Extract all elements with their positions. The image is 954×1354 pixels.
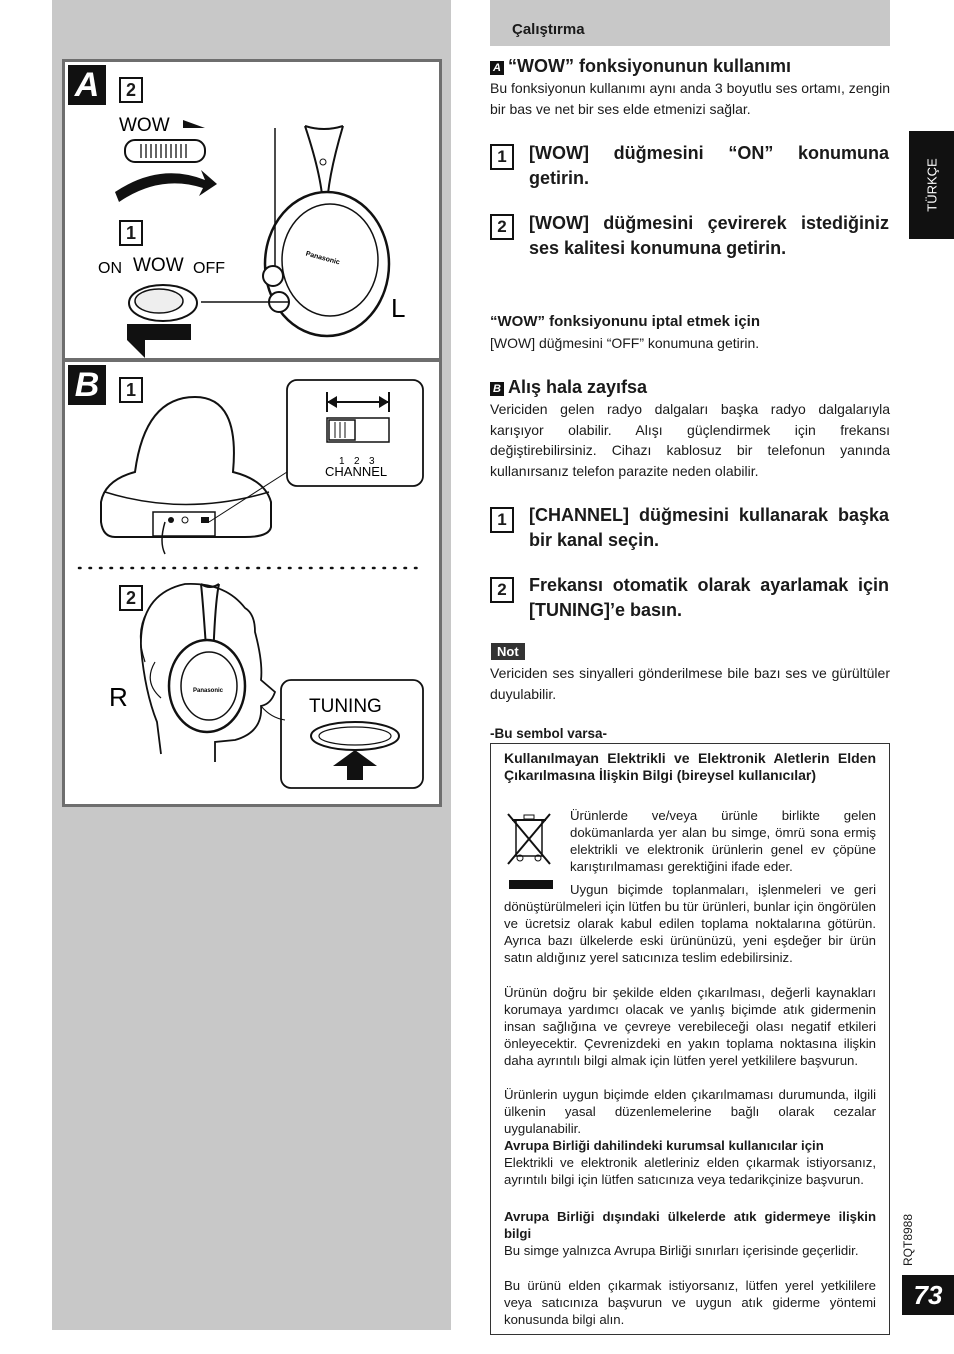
disposal-outside-text-1: Bu simge yalnızca Avrupa Birliği sınırları içerisinde geçerlidir. <box>504 1243 859 1258</box>
illustration-panel-a <box>62 59 442 361</box>
section-a-heading <box>490 56 890 77</box>
section-b-intro: Vericiden gelen radyo dalgaları başka radyo dalgalarıyla karışıyor olabilir. Alışı güçlendirmek için frekansı değiştirebilirsiniz. Cihazı kablosuz bir telefonun yanında kullanırsanız telefon parazite neden olabilir. <box>490 401 890 479</box>
disposal-title: Kullanılmayan Elektrikli ve Elektronik Aletlerin Elden Çıkarılmasına İlişkin Bilgi (bireysel kullanıcılar) <box>504 750 876 783</box>
disposal-p2-text: Uygun biçimde toplanmaları, işlenmeleri ve geri dönüştürülmeleri için lütfen bu tür ürünleri, bunlar için öngörülen ve ücretsiz olarak kabul edilen toplama noktalarına götürün. Ayrıca bazı ülkelerde eski ürününüzü, yeni eşdeğer bir ürün satın aldığınız yerel satıcınıza teslim edebilirsiniz. <box>504 882 876 965</box>
side-label-r: R <box>109 682 128 712</box>
section-a-step-1-text: [WOW] düğmesini “ON” konumuna getirin. <box>529 143 889 188</box>
crossed-bin-icon <box>505 810 555 890</box>
disposal-info-box <box>490 743 890 1335</box>
note-badge: Not <box>491 643 525 660</box>
disposal-business-heading: Avrupa Birliği dahilindeki kurumsal kullanıcılar için <box>504 1138 824 1153</box>
on-label: ON <box>98 260 122 277</box>
tuning-label: TUNING <box>309 696 382 717</box>
section-b-title: Alış hala zayıfsa <box>508 377 648 397</box>
push-arrow-icon <box>127 324 191 358</box>
language-tab <box>909 131 954 239</box>
disposal-p3: Ürünün doğru bir şekilde elden çıkarılması, değerli kaynakları korumaya yardımcı olacak ve yanlış biçimde atık gidermenin insan sağlığına ve çevreye verebileceği olası negatif etkileri önleyecektir. Çevrenizdeki en yakın toplama noktasına ilişkin daha ayrıntılı bilgi almak için lütfen yerel yetkililere başvurun. <box>504 985 876 1068</box>
channel-num-1: 1 <box>339 456 345 467</box>
section-a-title: “WOW” fonksiyonunun kullanımı <box>508 56 791 76</box>
section-a-intro: Bu fonksiyonun kullanımı aynı anda 3 boyutlu ses ortamı, zengin bir bas ve net bir ses elde etmenizi sağlar. <box>490 80 891 117</box>
cancel-text: [WOW] düğmesini “OFF” konumuna getirin. <box>490 335 760 351</box>
section-b-step-2-num: 2 <box>490 577 514 603</box>
page-number: 73 <box>902 1275 954 1315</box>
section-a-badge: A <box>490 61 504 75</box>
disposal-business-text: Elektrikli ve elektronik aletleriniz elden çıkarmak istiyorsanız, ayrıntılı bilgi için lütfen satıcınıza veya tedarikçinize başvurun. <box>504 1155 876 1187</box>
panel-b-step-1: 1 <box>119 377 143 403</box>
channel-num-2: 2 <box>354 456 360 467</box>
disposal-outside-heading: Avrupa Birliği dışındaki ülkelerde atık gidermeye ilişkin bilgi <box>504 1209 876 1241</box>
brand-logo: Panasonic <box>304 250 341 267</box>
doc-code <box>898 1210 918 1270</box>
headphone-wow-illustration <box>65 62 439 358</box>
doc-code-text: RQT8988 <box>901 1213 915 1267</box>
section-title: Çalıştırma <box>512 21 585 38</box>
disposal-p4: Ürünlerin uygun biçimde elden çıkarılmaması durumunda, ilgili ülkenin yasal düzenlemelerine bağlı olarak cezalar uygulanabilir. <box>504 1087 876 1136</box>
disposal-outside-text-2: Bu ürünü elden çıkarmak istiyorsanız, lütfen yerel yetkililere veya satıcınıza başvurun ve uygun atık giderme yöntemi konusunda bilgi alın. <box>504 1278 876 1327</box>
section-a-step-1-num: 1 <box>490 144 514 170</box>
disposal-p1: Ürünlerde ve/veya ürünle birlikte gelen dokümanlarda yer alan bu simge, ömrü sona ermiş elektrikli ve elektronik ürünlerin genel ev çöpüne karıştırılmaması gerektiğini ifade eder. <box>570 808 876 874</box>
symbol-label: -Bu sembol varsa- <box>490 726 608 741</box>
section-b-heading <box>490 377 890 398</box>
section-header-bar <box>490 0 890 46</box>
section-b-step-1-text: [CHANNEL] düğmesini kullanarak başka bir kanal seçin. <box>529 505 889 550</box>
panel-b-letter: B <box>68 365 106 405</box>
section-b-step-1-num: 1 <box>490 507 514 533</box>
cancel-heading: “WOW” fonksiyonunu iptal etmek için <box>490 313 761 330</box>
section-a-step-2-num: 2 <box>490 214 514 240</box>
disposal-p2 <box>504 881 876 966</box>
channel-num-3: 3 <box>369 456 375 467</box>
transmitter-tuning-illustration <box>65 362 439 804</box>
section-a-step-2-text: [WOW] düğmesini çevirerek istediğiniz ses kalitesi konumuna getirin. <box>529 213 889 258</box>
language-label: TÜRKÇE <box>924 158 939 212</box>
wow-label: WOW <box>119 115 170 136</box>
section-b-badge: B <box>490 382 504 396</box>
section-b-step-2-text: Frekansı otomatik olarak ayarlamak için [TUNING]’e basın. <box>529 575 889 620</box>
rotate-arrow-icon <box>115 170 217 202</box>
wow-wheel-icon <box>125 140 205 162</box>
channel-label: CHANNEL <box>325 464 388 479</box>
panel-a-letter: A <box>68 65 106 105</box>
brand-logo-b: Panasonic <box>193 688 224 694</box>
wow-arrow-icon <box>183 120 205 128</box>
illustration-panel-b <box>62 359 442 807</box>
panel-a-step-1: 1 <box>119 220 143 246</box>
note-text: Vericiden ses sinyalleri gönderilmese bile bazı ses ve gürültüler duyulabilir. <box>490 665 890 702</box>
panel-b-step-2: 2 <box>119 585 143 611</box>
wow-switch-label: WOW <box>133 255 184 276</box>
off-label: OFF <box>193 260 225 277</box>
panel-a-step-2: 2 <box>119 77 143 103</box>
side-label-l: L <box>391 293 406 323</box>
